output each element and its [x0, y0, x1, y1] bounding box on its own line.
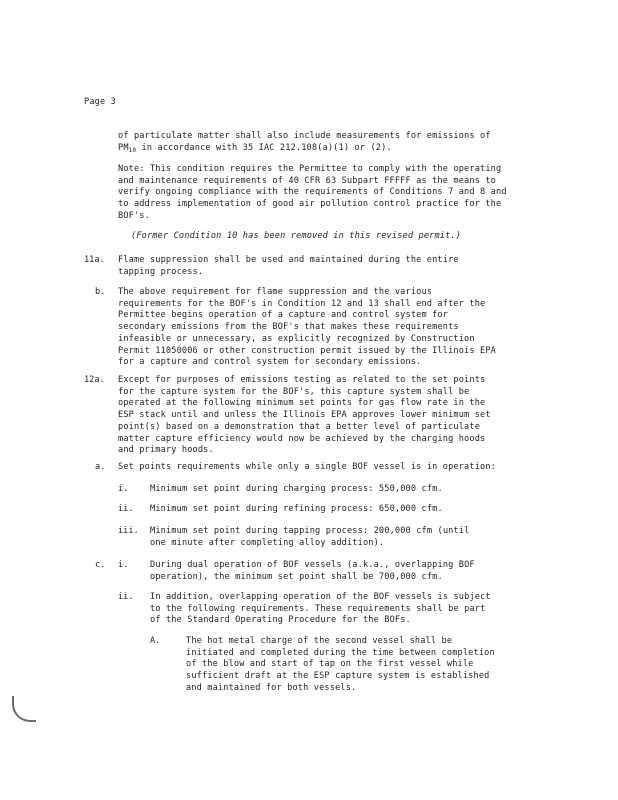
setpoint-iii-label: iii.	[118, 526, 139, 536]
condition-11a-line-1: Flame suppression shall be used and maintained during the entire	[118, 255, 459, 265]
pm10-subscript: 10	[128, 146, 137, 154]
condition-12a-text	[118, 375, 491, 457]
condition-12a-line-4: ESP stack until and unless the Illinois EPA approves lower minimum set	[118, 410, 491, 421]
requirement-A-line-5: and maintained for both vessels.	[186, 682, 357, 693]
requirement-A-text	[186, 636, 495, 695]
condition-11b-line-7: for a capture and control system for secondary emissions.	[118, 357, 422, 368]
setpoint-iii-text	[150, 526, 469, 549]
condition-11b-line-6: Permit 11050006 or other construction permit issued by the Illinois EPA	[118, 345, 496, 356]
condition-11b-line-5: infeasible or unnecessary, as explicitly recognized by Construction	[118, 333, 475, 344]
condition-12a-line-1: Except for purposes of emissions testing as related to the set points	[118, 375, 486, 385]
note-line-5: BOF's.	[118, 210, 150, 221]
dual-operation-ii-line-2: to the following requirements. These requirements shall be part	[150, 603, 486, 614]
setpoint-ii-text: Minimum set point during refining process: 650,000 cfm.	[150, 504, 443, 514]
requirement-A-label: A.	[150, 636, 161, 646]
pm10-label: PM	[118, 142, 129, 153]
note-line-2: and maintenance requirements of 40 CFR 63 Subpart FFFFF as the means to	[118, 175, 496, 186]
setpoint-i-label: i.	[118, 484, 129, 494]
page-number: Page 3	[84, 97, 116, 107]
intro-line-2	[118, 143, 491, 157]
former-condition-note: (Former Condition 10 has been removed in this revised permit.)	[131, 231, 462, 241]
condition-11b-line-2: requirements for the BOF's in Condition 12 and 13 shall end after the	[118, 298, 486, 309]
note-paragraph	[118, 164, 507, 223]
condition-12a-line-5: point(s) based on a demonstration that a better level of particulate	[118, 421, 481, 432]
condition-11b-line-1: The above requirement for flame suppression and the various	[118, 287, 433, 297]
condition-12a-c-label: c.	[95, 560, 106, 570]
dual-operation-ii-label: ii.	[118, 592, 134, 602]
condition-11a-label: 11a.	[84, 255, 105, 265]
setpoint-iii-line-1: Minimum set point during tapping process: 200,000 cfm (until	[150, 526, 470, 536]
dual-operation-ii-text	[150, 592, 491, 627]
setpoint-ii-label: ii.	[118, 504, 134, 514]
condition-11b-text	[118, 287, 496, 369]
condition-11b-line-3: Permittee begins operation of a capture and control system for	[118, 310, 449, 321]
condition-12a-line-7: and primary hoods.	[118, 445, 214, 456]
requirement-A-line-2: initiated and completed during the time between completion	[186, 647, 495, 658]
condition-11a-text	[118, 255, 459, 278]
setpoint-i-text: Minimum set point during charging process: 550,000 cfm.	[150, 484, 443, 494]
intro-line-2-text: in accordance with 35 IAC 212.108(a)(1) or (2).	[141, 142, 392, 153]
requirement-A-line-1: The hot metal charge of the second vessel shall be	[186, 636, 453, 646]
intro-line-1: of particulate matter shall also include measurements for emissions of	[118, 131, 491, 141]
condition-12a-line-3: operated at the following minimum set points for gas flow rate in the	[118, 398, 486, 409]
condition-12a-line-6: matter capture efficiency would now be achieved by the charging hoods	[118, 433, 486, 444]
setpoint-iii-line-2: one minute after completing alloy addition).	[150, 537, 385, 548]
note-line-4: to address implementation of good air pollution control practice for the	[118, 199, 502, 210]
note-line-1: Note: This condition requires the Permittee to comply with the operating	[118, 164, 502, 174]
requirement-A-line-3: of the blow and start of tap on the first vessel while	[186, 659, 474, 670]
dual-operation-i-line-1: During dual operation of BOF vessels (a.k.a., overlapping BOF	[150, 560, 475, 570]
dual-operation-i-line-2: operation), the minimum set point shall be 700,000 cfm.	[150, 571, 443, 582]
dual-operation-i-label: i.	[118, 560, 129, 570]
note-line-3: verify ongoing compliance with the requirements of Conditions 7 and 8 and	[118, 187, 507, 198]
intro-paragraph	[118, 131, 491, 156]
condition-11b-line-4: secondary emissions from the BOF's that makes these requirements	[118, 322, 459, 333]
condition-12a-label: 12a.	[84, 375, 105, 385]
condition-12a-line-2: for the capture system for the BOF's, this capture system shall be	[118, 386, 470, 397]
dual-operation-i-text	[150, 560, 475, 583]
dual-operation-ii-line-3: of the Standard Operating Procedure for the BOFs.	[150, 615, 411, 626]
scan-binding-mark	[12, 696, 36, 722]
condition-11a-line-2: tapping process.	[118, 266, 204, 277]
dual-operation-ii-line-1: In addition, overlapping operation of the BOF vessels is subject	[150, 592, 491, 602]
condition-12a-a-text: Set points requirements while only a single BOF vessel is in operation:	[118, 462, 496, 472]
condition-12a-a-label: a.	[95, 462, 106, 472]
requirement-A-line-4: sufficient draft at the ESP capture system is established	[186, 671, 490, 682]
condition-11b-label: b.	[95, 287, 106, 297]
